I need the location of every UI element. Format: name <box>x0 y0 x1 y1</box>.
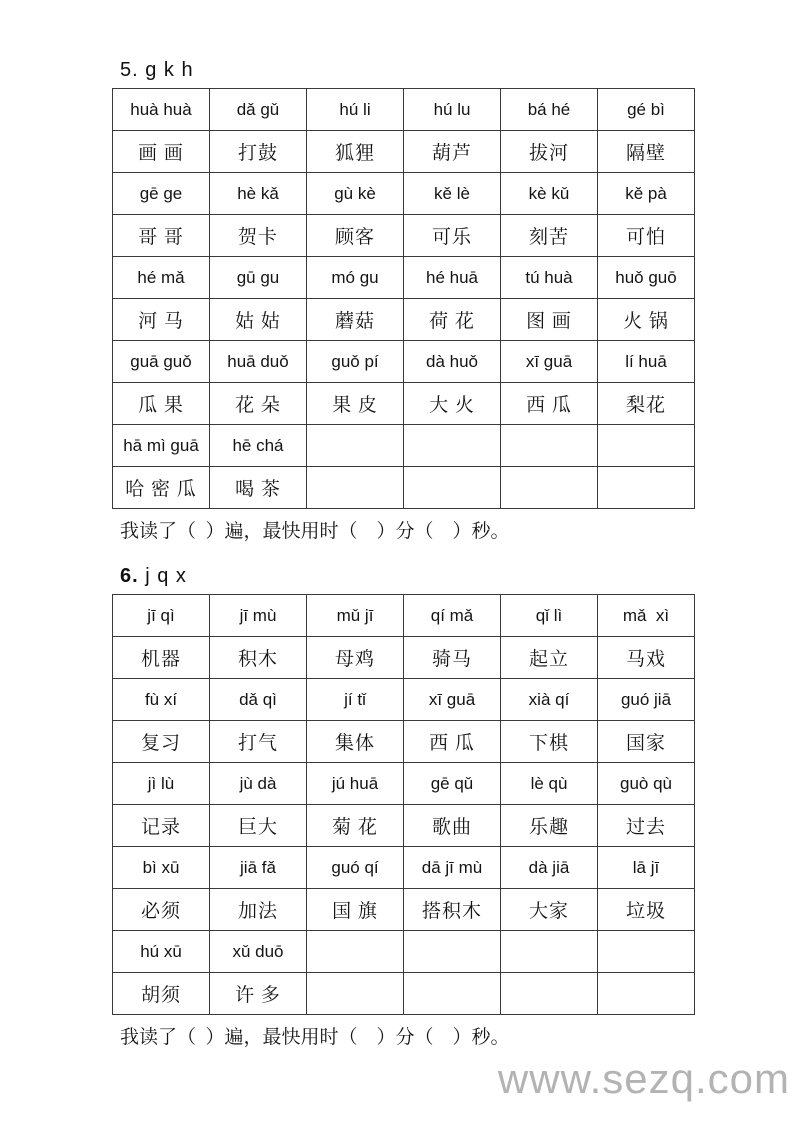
pinyin-cell: hē chá <box>210 425 307 467</box>
section-gkh <box>112 57 688 545</box>
pinyin-cell: mó gu <box>307 257 404 299</box>
pinyin-cell <box>501 425 598 467</box>
hanzi-cell: 蘑菇 <box>307 299 404 341</box>
table-row <box>113 805 695 847</box>
pinyin-cell: hé mǎ <box>113 257 210 299</box>
section-number: 5. <box>120 59 139 81</box>
pinyin-cell: dā jī mù <box>404 847 501 889</box>
pinyin-cell: lí huā <box>598 341 695 383</box>
pinyin-cell: jí tǐ <box>307 679 404 721</box>
pinyin-cell: guó jiā <box>598 679 695 721</box>
pinyin-cell: guā guǒ <box>113 341 210 383</box>
pinyin-cell: huǒ guō <box>598 257 695 299</box>
pinyin-cell: kě lè <box>404 173 501 215</box>
pinyin-cell: jī qì <box>113 595 210 637</box>
pinyin-cell: hú lu <box>404 89 501 131</box>
pinyin-cell: guó qí <box>307 847 404 889</box>
pinyin-cell: jù dà <box>210 763 307 805</box>
pinyin-cell: hé huā <box>404 257 501 299</box>
hanzi-cell: 贺卡 <box>210 215 307 257</box>
pinyin-cell: lā jī <box>598 847 695 889</box>
pinyin-cell: hú xū <box>113 931 210 973</box>
pinyin-cell: jiā fǎ <box>210 847 307 889</box>
section-letters: j q x <box>138 565 187 587</box>
hanzi-cell: 果 皮 <box>307 383 404 425</box>
table-row <box>113 173 695 215</box>
hanzi-cell: 起立 <box>501 637 598 679</box>
pinyin-cell: gé bì <box>598 89 695 131</box>
pinyin-cell: gù kè <box>307 173 404 215</box>
table-row <box>113 637 695 679</box>
table-row <box>113 595 695 637</box>
pinyin-cell: bá hé <box>501 89 598 131</box>
table-row <box>113 973 695 1015</box>
pinyin-word-table <box>112 594 695 1015</box>
pinyin-cell: hā mì guā <box>113 425 210 467</box>
hanzi-cell: 菊 花 <box>307 805 404 847</box>
hanzi-cell: 顾客 <box>307 215 404 257</box>
table-row <box>113 257 695 299</box>
section-number: 6. <box>120 565 139 587</box>
hanzi-cell: 梨花 <box>598 383 695 425</box>
hanzi-cell: 歌曲 <box>404 805 501 847</box>
pinyin-cell: lè qù <box>501 763 598 805</box>
hanzi-cell: 积木 <box>210 637 307 679</box>
hanzi-cell: 巨大 <box>210 805 307 847</box>
table-row <box>113 299 695 341</box>
pinyin-cell <box>307 931 404 973</box>
pinyin-cell: kè kǔ <box>501 173 598 215</box>
hanzi-cell: 河 马 <box>113 299 210 341</box>
hanzi-cell: 母鸡 <box>307 637 404 679</box>
table-row <box>113 425 695 467</box>
pinyin-cell: huā duǒ <box>210 341 307 383</box>
hanzi-cell: 花 朵 <box>210 383 307 425</box>
hanzi-cell: 国 旗 <box>307 889 404 931</box>
pinyin-cell: gē ge <box>113 173 210 215</box>
table-row <box>113 847 695 889</box>
hanzi-cell: 打鼓 <box>210 131 307 173</box>
hanzi-cell <box>404 467 501 509</box>
table-row <box>113 215 695 257</box>
pinyin-cell: guò qù <box>598 763 695 805</box>
pinyin-cell: qí mǎ <box>404 595 501 637</box>
pinyin-cell: mǔ jī <box>307 595 404 637</box>
hanzi-cell: 画 画 <box>113 131 210 173</box>
table-row <box>113 763 695 805</box>
pinyin-cell: guǒ pí <box>307 341 404 383</box>
pinyin-cell: kě pà <box>598 173 695 215</box>
hanzi-cell: 集体 <box>307 721 404 763</box>
table-row <box>113 889 695 931</box>
hanzi-cell: 图 画 <box>501 299 598 341</box>
hanzi-cell: 姑 姑 <box>210 299 307 341</box>
hanzi-cell <box>598 467 695 509</box>
hanzi-cell: 骑马 <box>404 637 501 679</box>
hanzi-cell: 喝 茶 <box>210 467 307 509</box>
hanzi-cell <box>404 973 501 1015</box>
table-row <box>113 89 695 131</box>
table-row <box>113 721 695 763</box>
pinyin-cell <box>404 425 501 467</box>
hanzi-cell: 乐趣 <box>501 805 598 847</box>
hanzi-cell: 打气 <box>210 721 307 763</box>
pinyin-cell: jī mù <box>210 595 307 637</box>
table-row <box>113 679 695 721</box>
pinyin-cell <box>307 425 404 467</box>
pinyin-cell: xià qí <box>501 679 598 721</box>
pinyin-cell: dà jiā <box>501 847 598 889</box>
hanzi-cell: 西 瓜 <box>404 721 501 763</box>
hanzi-cell <box>307 973 404 1015</box>
hanzi-cell: 大家 <box>501 889 598 931</box>
hanzi-cell: 许 多 <box>210 973 307 1015</box>
pinyin-cell: xǔ duō <box>210 931 307 973</box>
table-row <box>113 467 695 509</box>
hanzi-cell: 加法 <box>210 889 307 931</box>
hanzi-cell: 西 瓜 <box>501 383 598 425</box>
table-row <box>113 931 695 973</box>
hanzi-cell: 狐狸 <box>307 131 404 173</box>
pinyin-cell <box>598 425 695 467</box>
pinyin-cell <box>501 931 598 973</box>
hanzi-cell: 刻苦 <box>501 215 598 257</box>
hanzi-cell: 荷 花 <box>404 299 501 341</box>
hanzi-cell: 垃圾 <box>598 889 695 931</box>
hanzi-cell: 过去 <box>598 805 695 847</box>
site-watermark: www.sezq.com <box>497 1055 790 1102</box>
pinyin-cell <box>598 931 695 973</box>
hanzi-cell <box>501 467 598 509</box>
hanzi-cell: 机器 <box>113 637 210 679</box>
pinyin-cell <box>404 931 501 973</box>
hanzi-cell: 隔壁 <box>598 131 695 173</box>
hanzi-cell: 胡须 <box>113 973 210 1015</box>
pinyin-cell: huà huà <box>113 89 210 131</box>
hanzi-cell: 复习 <box>113 721 210 763</box>
table-row <box>113 341 695 383</box>
hanzi-cell <box>598 973 695 1015</box>
pinyin-cell: mǎ xì <box>598 595 695 637</box>
hanzi-cell: 下棋 <box>501 721 598 763</box>
pinyin-cell: xī guā <box>501 341 598 383</box>
pinyin-cell: bì xū <box>113 847 210 889</box>
section-title <box>120 57 688 83</box>
table-row <box>113 131 695 173</box>
pinyin-cell: fù xí <box>113 679 210 721</box>
hanzi-cell: 哈 密 瓜 <box>113 467 210 509</box>
section-jqx <box>112 563 688 1051</box>
hanzi-cell: 瓜 果 <box>113 383 210 425</box>
pinyin-cell: tú huà <box>501 257 598 299</box>
worksheet-content <box>112 57 688 1051</box>
hanzi-cell: 必须 <box>113 889 210 931</box>
hanzi-cell: 拔河 <box>501 131 598 173</box>
reading-record-line: 我读了（ ）遍，最快用时（ ）分（ ）秒。 <box>120 1027 510 1048</box>
hanzi-cell: 大 火 <box>404 383 501 425</box>
hanzi-cell: 国家 <box>598 721 695 763</box>
pinyin-cell: qǐ lì <box>501 595 598 637</box>
pinyin-cell: dǎ gǔ <box>210 89 307 131</box>
pinyin-cell: jì lù <box>113 763 210 805</box>
hanzi-cell: 可乐 <box>404 215 501 257</box>
hanzi-cell <box>307 467 404 509</box>
pinyin-cell: gū gu <box>210 257 307 299</box>
pinyin-word-table <box>112 88 695 509</box>
pinyin-cell: gē qǔ <box>404 763 501 805</box>
hanzi-cell <box>501 973 598 1015</box>
hanzi-cell: 搭积木 <box>404 889 501 931</box>
section-letters: g k h <box>138 59 194 81</box>
pinyin-cell: jú huā <box>307 763 404 805</box>
pinyin-cell: xī guā <box>404 679 501 721</box>
hanzi-cell: 记录 <box>113 805 210 847</box>
hanzi-cell: 马戏 <box>598 637 695 679</box>
reading-record-line: 我读了（ ）遍，最快用时（ ）分（ ）秒。 <box>120 521 510 542</box>
hanzi-cell: 哥 哥 <box>113 215 210 257</box>
pinyin-cell: dà huǒ <box>404 341 501 383</box>
hanzi-cell: 火 锅 <box>598 299 695 341</box>
pinyin-cell: dǎ qì <box>210 679 307 721</box>
pinyin-cell: hú li <box>307 89 404 131</box>
hanzi-cell: 可怕 <box>598 215 695 257</box>
pinyin-cell: hè kǎ <box>210 173 307 215</box>
table-row <box>113 383 695 425</box>
hanzi-cell: 葫芦 <box>404 131 501 173</box>
section-title <box>120 563 688 589</box>
